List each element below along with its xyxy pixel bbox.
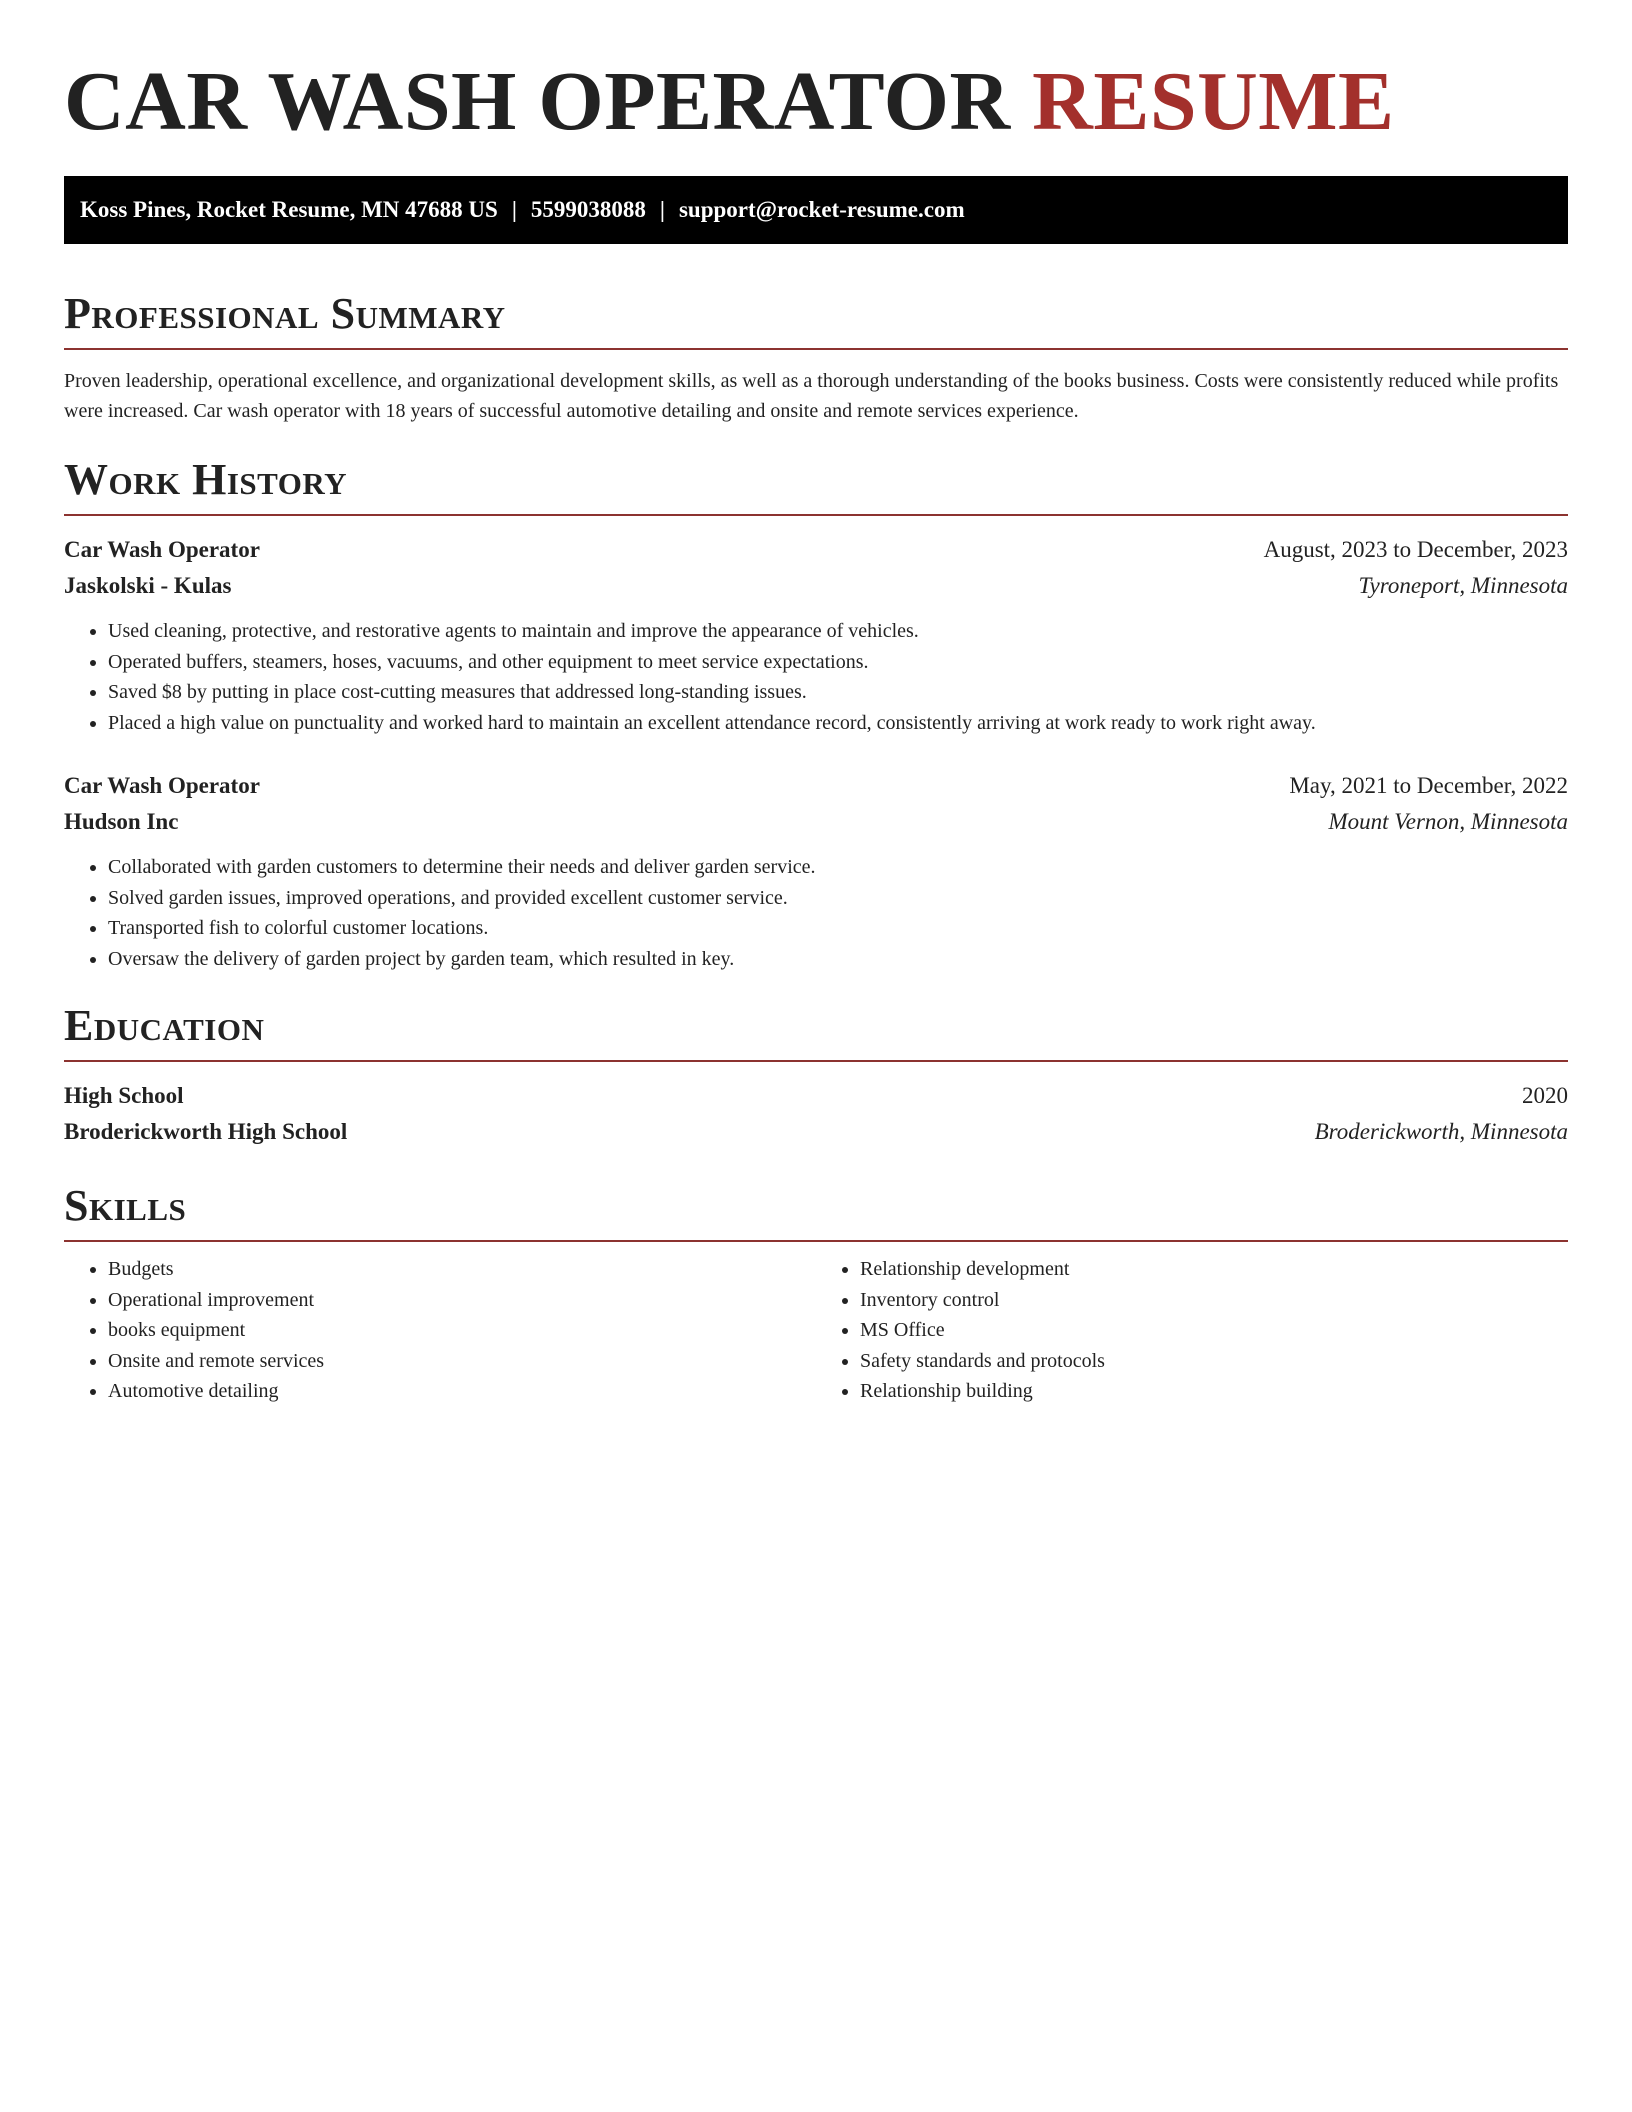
job-location: Mount Vernon, Minnesota xyxy=(1328,809,1568,834)
contact-bar xyxy=(64,176,1568,244)
section-divider xyxy=(64,514,1568,516)
section-divider xyxy=(64,348,1568,350)
section-divider xyxy=(64,1060,1568,1062)
contact-separator: | xyxy=(659,197,665,222)
job-bullet: • Transported fish to colorful customer locations. xyxy=(108,913,1568,944)
job-bullet: • Operated buffers, steamers, hoses, vacuums, and other equipment to meet service expectations. xyxy=(108,647,1568,678)
education-section xyxy=(64,1000,1568,1150)
job-company: Jaskolski - Kulas xyxy=(64,573,232,598)
title-accent: RESUME xyxy=(1032,55,1395,148)
education-degree-row xyxy=(64,1078,1568,1114)
education-location: Broderickworth, Minnesota xyxy=(1314,1119,1568,1144)
resume-page xyxy=(64,0,1568,1407)
job-dates: May, 2021 to December, 2022 xyxy=(1289,773,1568,798)
skill-item: • Relationship building xyxy=(860,1376,1568,1407)
education-school: Broderickworth High School xyxy=(64,1119,348,1144)
job-dates: August, 2023 to December, 2023 xyxy=(1263,537,1568,562)
education-year: 2020 xyxy=(1522,1083,1568,1108)
contact-separator: | xyxy=(511,197,517,222)
contact-address: Koss Pines, Rocket Resume, MN 47688 US xyxy=(80,197,498,222)
job-entry xyxy=(64,532,1568,738)
education-school-row xyxy=(64,1114,1568,1150)
work-section xyxy=(64,454,1568,974)
contact-email[interactable]: support@rocket-resume.com xyxy=(678,197,965,222)
contact-phone[interactable]: 5599038088 xyxy=(530,197,646,222)
job-company-row xyxy=(64,804,1568,840)
section-heading-education: Education xyxy=(64,1001,265,1050)
skills-section xyxy=(64,1180,1568,1407)
job-bullet: • Saved $8 by putting in place cost-cutting measures that addressed long-standing issues. xyxy=(108,677,1568,708)
job-company: Hudson Inc xyxy=(64,809,179,834)
skill-item: • Automotive detailing xyxy=(108,1376,816,1407)
skill-item: • Inventory control xyxy=(860,1285,1568,1316)
job-company-row xyxy=(64,568,1568,604)
resume-title xyxy=(64,0,1568,152)
section-heading-skills: Skills xyxy=(64,1181,187,1230)
job-bullets xyxy=(64,852,1568,974)
job-entry xyxy=(64,768,1568,974)
skills-column-left xyxy=(64,1254,816,1407)
section-heading-work: Work History xyxy=(64,455,348,504)
section-heading-summary: Professional Summary xyxy=(64,289,506,338)
job-title-row xyxy=(64,768,1568,804)
job-bullet: • Collaborated with garden customers to determine their needs and deliver garden service. xyxy=(108,852,1568,883)
job-title-row xyxy=(64,532,1568,568)
job-location: Tyroneport, Minnesota xyxy=(1358,573,1568,598)
skill-item: • Safety standards and protocols xyxy=(860,1346,1568,1377)
skill-item: • books equipment xyxy=(108,1315,816,1346)
job-title: Car Wash Operator xyxy=(64,537,260,562)
job-bullet: • Oversaw the delivery of garden project by garden team, which resulted in key. xyxy=(108,944,1568,975)
skills-columns xyxy=(64,1254,1568,1407)
skill-item: • Onsite and remote services xyxy=(108,1346,816,1377)
title-main: CAR WASH OPERATOR xyxy=(64,55,1011,148)
summary-text: Proven leadership, operational excellence, and organizational development skills, as well as a thorough understanding of the books business. Costs were consistently reduced while profits were increased. Car wash operator with 18 years of successful automotive detailing and onsite and remote services experience. xyxy=(64,370,1559,422)
job-bullets xyxy=(64,616,1568,738)
job-bullet: • Placed a high value on punctuality and worked hard to maintain an excellent attendance record, consistently arriving at work ready to work right away. xyxy=(108,708,1568,739)
skill-item: • Relationship development xyxy=(860,1254,1568,1285)
education-entry xyxy=(64,1078,1568,1150)
education-degree: High School xyxy=(64,1083,184,1108)
section-divider xyxy=(64,1240,1568,1242)
skill-item: • Operational improvement xyxy=(108,1285,816,1316)
job-bullet: • Used cleaning, protective, and restorative agents to maintain and improve the appearance of vehicles. xyxy=(108,616,1568,647)
skill-item: • MS Office xyxy=(860,1315,1568,1346)
skill-item: • Budgets xyxy=(108,1254,816,1285)
skills-column-right xyxy=(816,1254,1568,1407)
job-title: Car Wash Operator xyxy=(64,773,260,798)
summary-section xyxy=(64,288,1568,426)
job-bullet: • Solved garden issues, improved operations, and provided excellent customer service. xyxy=(108,883,1568,914)
